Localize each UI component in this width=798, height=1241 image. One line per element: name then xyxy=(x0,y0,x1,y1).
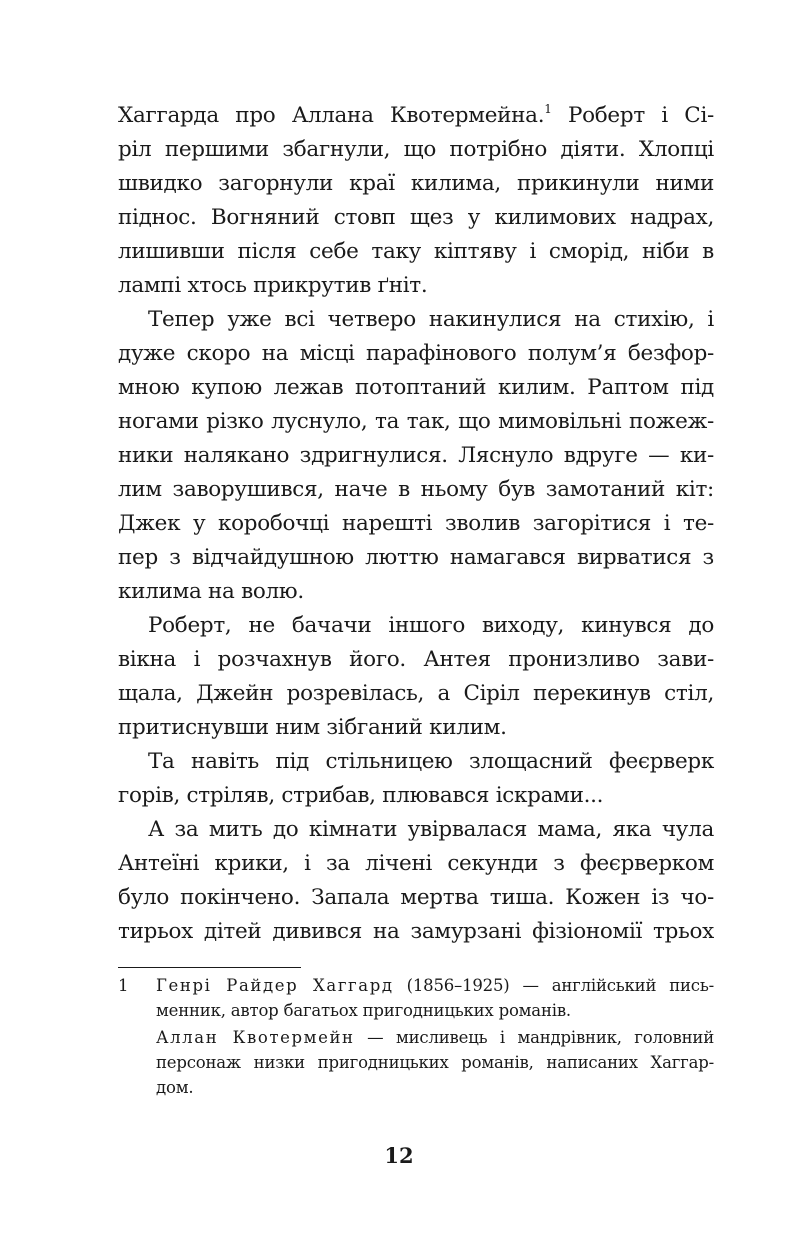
text-line: Джек у коробочці нарешті зволив загорітися і те- xyxy=(118,511,714,536)
footnote-line: Аллан Квотермейн — мисливець і мандрівник, головний xyxy=(156,1028,714,1047)
text-line: Тепер уже всі четверо накинулися на стихію, і xyxy=(148,307,714,332)
footnote-line: менник, автор багатьох пригодницьких романів. xyxy=(156,1001,571,1020)
text-line: Антеїні крики, і за лічені секунди з феєрверком xyxy=(118,851,714,876)
text-line: горів, стріляв, стрибав, плювався іскрами... xyxy=(118,783,604,808)
text-line: Хаггарда про Аллана Квотермейна.$^1$ Роберт і Сі- xyxy=(118,102,714,128)
text-line: ріл першими збагнули, що потрібно діяти. Хлопці xyxy=(118,137,714,162)
footnote-ref: 1 xyxy=(544,102,552,116)
text-line: дуже скоро на місці парафінового полум’я безфор- xyxy=(118,341,714,366)
footnote-line: Генрі Райдер Хаггард (1856–1925) — англійський пись- xyxy=(156,976,715,995)
footnote-line: персонаж низки пригодницьких романів, написаних Хаггар- xyxy=(156,1053,714,1072)
text-line: ногами різко луснуло, та так, що мимовільні пожеж- xyxy=(118,409,714,434)
text-line: лим заворушився, наче в ньому був замотаний кіт: xyxy=(118,477,714,502)
footnote-character-name: Аллан Квотермейн xyxy=(156,1028,355,1047)
text-line: вікна і розчахнув його. Антея пронизливо зави- xyxy=(118,647,714,672)
text-line: Роберт, не бачачи іншого виходу, кинувся до xyxy=(148,613,714,638)
text-line: тирьох дітей дивився на замурзані фізіономії трьох xyxy=(118,919,714,944)
footnote-divider xyxy=(118,967,301,968)
text-line: було покінчено. Запала мертва тиша. Кожен із чо- xyxy=(118,885,714,910)
text-line: лампі хтось прикрутив ґніт. xyxy=(118,273,428,298)
footnote-number: 1 xyxy=(118,976,129,995)
text-line: щала, Джейн розревілась, а Сіріл перекинув стіл, xyxy=(118,681,714,706)
footnote-author-name: Генрі Райдер Хаггард xyxy=(156,976,394,995)
text-line: піднос. Вогняний стовп щез у килимових надрах, xyxy=(118,205,714,230)
page-number: 12 xyxy=(384,1143,414,1168)
text-line: мною купою лежав потоптаний килим. Раптом під xyxy=(118,375,714,400)
text-line: Та навіть під стільницею злощасний феєрверк xyxy=(148,749,714,774)
footnote-line: дом. xyxy=(156,1078,194,1097)
text-line: ники налякано здригнулися. Ляснуло вдруге — ки- xyxy=(118,443,714,468)
text-line: пер з відчайдушною люттю намагався вирватися з xyxy=(118,545,714,570)
text-line: килима на волю. xyxy=(118,579,304,604)
text-line: лишивши після себе таку кіптяву і сморід, ніби в xyxy=(118,239,714,264)
text-line: швидко загорнули краї килима, прикинули ними xyxy=(118,171,714,196)
text-line: А за мить до кімнати увірвалася мама, яка чула xyxy=(148,817,714,842)
text-line: притиснувши ним зібганий килим. xyxy=(118,715,507,740)
